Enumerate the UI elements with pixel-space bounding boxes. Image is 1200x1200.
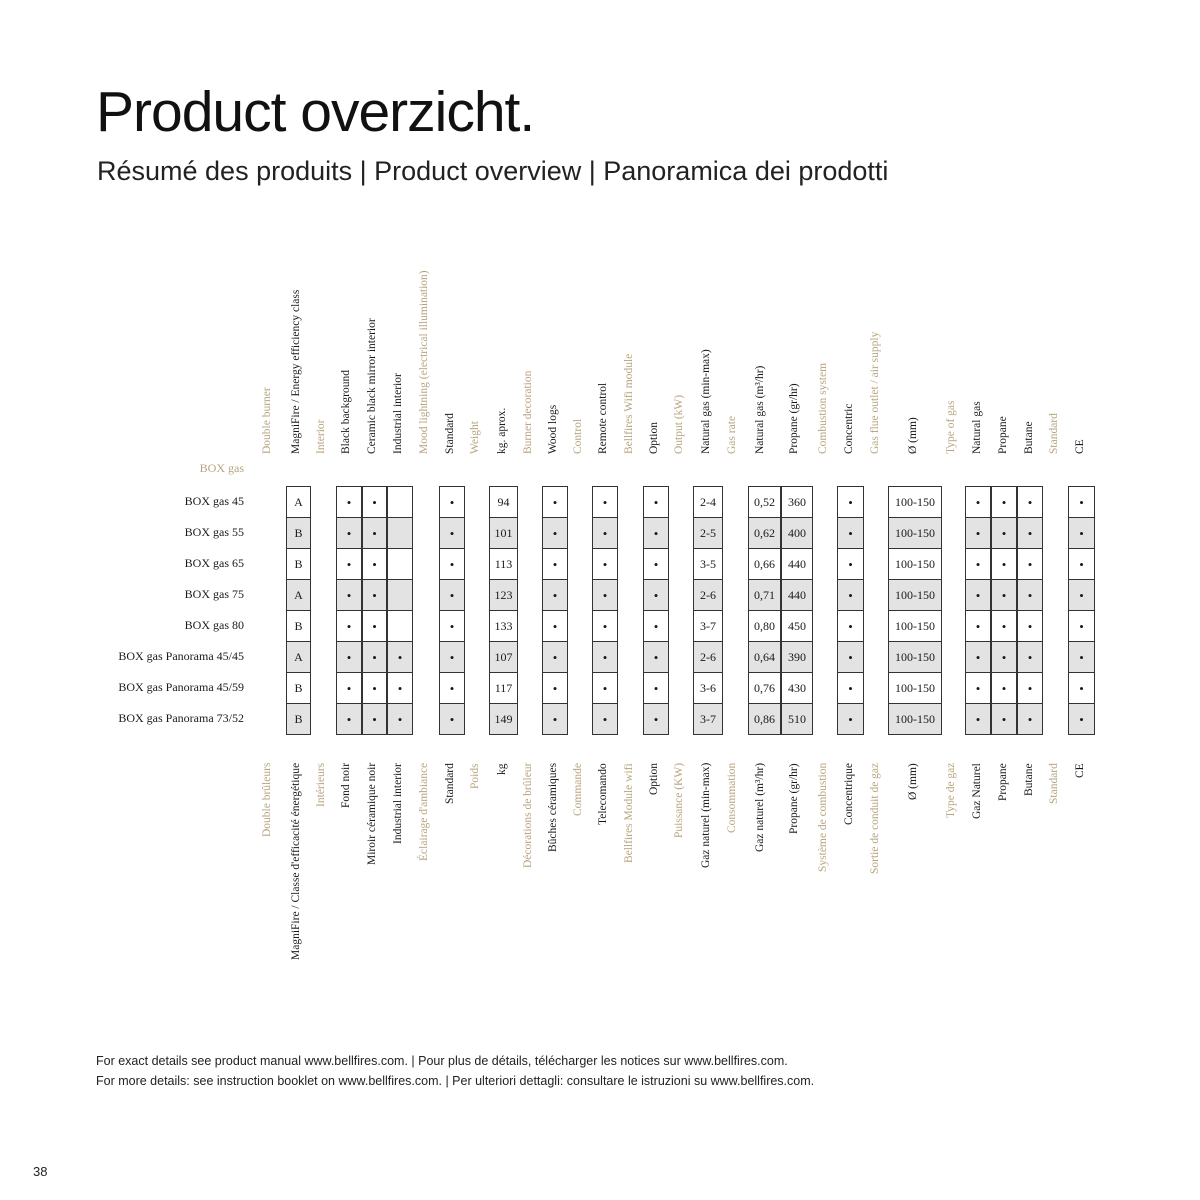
cell-remote: • [592,548,618,579]
top-header-label: Propane (gr/hr) [788,383,800,454]
cell-kg: 107 [489,641,518,672]
cell-flue: 100-150 [888,517,942,548]
cell-wifi: • [643,703,669,735]
cell-remote: • [592,703,618,735]
top-header-label: Remote control [597,382,609,454]
cell-ng-rate: 0,52 [748,486,781,517]
cell-remote: • [592,610,618,641]
row-label: BOX gas Panorama 73/52 [118,711,244,725]
cell-kw: 2-5 [693,517,723,548]
cell-ce: • [1068,579,1095,610]
cell-propane-rate: 430 [781,672,813,703]
top-header-label: Ø (mm) [907,417,919,454]
top-header-label: Bellfires Wifi module [623,353,635,454]
top-header-label: Option [648,422,660,454]
cell-ng-rate: 0,86 [748,703,781,735]
cell-concentric: • [837,672,864,703]
cell-class: A [286,486,311,517]
cell-ng: • [965,641,991,672]
cell-industrial [387,486,413,517]
bottom-header-label: Standard [1048,763,1060,804]
cell-propane: • [991,672,1017,703]
cell-propane-rate: 440 [781,579,813,610]
cell-ng-rate: 0,80 [748,610,781,641]
cell-industrial: • [387,703,413,735]
cell-flue: 100-150 [888,672,942,703]
cell-industrial [387,579,413,610]
cell-butane: • [1017,610,1043,641]
cell-wifi: • [643,579,669,610]
cell-industrial: • [387,641,413,672]
bottom-header-label: Propane [997,763,1009,801]
cell-logs: • [542,579,568,610]
cell-butane: • [1017,703,1043,735]
top-header-label: Weight [469,421,481,454]
cell-class: A [286,641,311,672]
bottom-header-label: kg [496,763,508,775]
cell-wifi: • [643,517,669,548]
cell-mood: • [439,641,465,672]
bottom-header-label: Fond noir [340,762,352,808]
cell-industrial [387,517,413,548]
cell-mirror: • [362,579,387,610]
page-subtitle: Résumé des produits | Product overview | Panoramica dei prodotti [97,156,889,186]
top-header-label: Mood lightning (electrical illumination) [418,270,430,454]
cell-class: B [286,703,311,735]
cell-black: • [336,486,362,517]
cell-kw: 2-4 [693,486,723,517]
cell-mood: • [439,579,465,610]
top-header-label: Burner decoration [522,370,534,454]
cell-kg: 149 [489,703,518,735]
top-header-label: Ceramic black mirror interior [366,318,378,454]
bottom-header-label: Gaz naturel (m³/hr) [754,762,766,852]
cell-logs: • [542,517,568,548]
top-header-label: Control [572,418,584,454]
cell-mirror: • [362,703,387,735]
cell-propane: • [991,517,1017,548]
bottom-header-label: Industrial interior [392,763,404,844]
cell-ng: • [965,548,991,579]
cell-ng: • [965,517,991,548]
bottom-header-label: Telecomando [597,763,609,825]
top-header-label: Output (kW) [673,394,685,454]
bottom-header-label: Standard [444,763,456,804]
footnote-2: For more details: see instruction booklet on www.bellfires.com. | Per ulteriori dettagli: consultare le istruzioni su www.bellfires.com. [96,1074,815,1088]
cell-kg: 94 [489,486,518,517]
cell-logs: • [542,610,568,641]
cell-mood: • [439,703,465,735]
cell-flue: 100-150 [888,486,942,517]
cell-propane-rate: 440 [781,548,813,579]
row-label: BOX gas 65 [184,556,244,570]
cell-butane: • [1017,517,1043,548]
cell-kg: 117 [489,672,518,703]
bottom-header-label: Commande [572,762,584,816]
cell-logs: • [542,672,568,703]
bottom-header-label: Type de gaz [945,762,957,818]
bottom-header-label: Double brûleurs [261,762,273,837]
cell-butane: • [1017,486,1043,517]
cell-propane-rate: 450 [781,610,813,641]
cell-mirror: • [362,610,387,641]
bottom-header-label: Gaz Naturel [971,763,983,819]
bottom-header-label: Option [648,763,660,795]
cell-wifi: • [643,486,669,517]
bottom-header-label: Bûches céramiques [547,762,559,852]
bottom-header-label: CE [1074,763,1086,778]
cell-industrial [387,548,413,579]
cell-concentric: • [837,486,864,517]
top-header-label: CE [1074,439,1086,454]
bottom-header-label: Décorations de brûleur [522,762,534,868]
cell-black: • [336,672,362,703]
cell-kw: 2-6 [693,579,723,610]
cell-mirror: • [362,486,387,517]
bottom-header-label: MagniFire / Classe d'efficacité énergétique [290,762,302,960]
cell-mirror: • [362,672,387,703]
cell-concentric: • [837,579,864,610]
cell-class: B [286,548,311,579]
cell-mood: • [439,672,465,703]
bottom-header-label: Propane (gr/hr) [788,763,800,834]
cell-ng: • [965,610,991,641]
cell-ng-rate: 0,76 [748,672,781,703]
bottom-header-label: Gaz naturel (min-max) [700,762,712,868]
top-header-label: Concentric [843,403,855,454]
cell-logs: • [542,703,568,735]
cell-ce: • [1068,548,1095,579]
top-header-label: Natural gas (min-max) [700,349,712,454]
cell-kg: 133 [489,610,518,641]
cell-black: • [336,579,362,610]
page-title: Product overzicht. [96,80,535,144]
cell-ce: • [1068,486,1095,517]
cell-concentric: • [837,548,864,579]
cell-propane: • [991,548,1017,579]
cell-ce: • [1068,610,1095,641]
cell-industrial [387,610,413,641]
cell-propane-rate: 360 [781,486,813,517]
cell-butane: • [1017,641,1043,672]
cell-flue: 100-150 [888,610,942,641]
cell-flue: 100-150 [888,548,942,579]
top-header-label: Standard [444,413,456,454]
cell-kg: 101 [489,517,518,548]
row-label: BOX gas 75 [184,587,244,601]
cell-ce: • [1068,517,1095,548]
cell-logs: • [542,486,568,517]
top-header-label: Gas flue outlet / air supply [869,331,881,454]
top-header-label: Natural gas [971,401,983,454]
cell-black: • [336,641,362,672]
cell-mirror: • [362,641,387,672]
cell-black: • [336,548,362,579]
cell-black: • [336,610,362,641]
cell-propane: • [991,610,1017,641]
cell-ng: • [965,703,991,735]
cell-propane-rate: 390 [781,641,813,672]
top-header-label: MagniFire / Energy efficiency class [290,289,302,454]
top-header-label: Propane [997,416,1009,454]
cell-kw: 2-6 [693,641,723,672]
cell-kg: 113 [489,548,518,579]
top-header-label: Standard [1048,413,1060,454]
bottom-header-label: Puissance (KW) [673,762,685,838]
cell-butane: • [1017,579,1043,610]
cell-kg: 123 [489,579,518,610]
bottom-header-label: Sortie de conduit de gaz [869,762,881,874]
bottom-header-label: Ø (mm) [907,763,919,800]
cell-kw: 3-7 [693,610,723,641]
cell-ng: • [965,579,991,610]
cell-ce: • [1068,641,1095,672]
cell-propane-rate: 510 [781,703,813,735]
cell-mirror: • [362,517,387,548]
cell-kw: 3-5 [693,548,723,579]
cell-black: • [336,703,362,735]
cell-kw: 3-7 [693,703,723,735]
bottom-header-label: Intérieurs [315,762,327,807]
cell-ng-rate: 0,66 [748,548,781,579]
cell-ce: • [1068,672,1095,703]
cell-propane: • [991,579,1017,610]
top-header-label: Combustion system [817,362,829,454]
cell-remote: • [592,672,618,703]
cell-propane: • [991,641,1017,672]
cell-flue: 100-150 [888,703,942,735]
footnote-1: For exact details see product manual www.bellfires.com. | Pour plus de détails, télécharger les notices sur www.bellfires.com. [96,1054,788,1068]
cell-propane-rate: 400 [781,517,813,548]
cell-mood: • [439,517,465,548]
cell-ce: • [1068,703,1095,735]
cell-class: B [286,517,311,548]
cell-butane: • [1017,672,1043,703]
cell-propane: • [991,486,1017,517]
top-header-label: Black background [340,370,352,454]
bottom-header-label: Poids [469,763,481,789]
cell-wifi: • [643,672,669,703]
cell-ng: • [965,486,991,517]
top-header-label: kg. aprox. [496,407,508,454]
row-label: BOX gas 45 [184,494,244,508]
cell-ng-rate: 0,64 [748,641,781,672]
cell-remote: • [592,486,618,517]
top-header-label: Type of gas [945,400,957,454]
cell-ng: • [965,672,991,703]
bottom-header-label: Bellfires Module wifi [623,763,635,863]
cell-concentric: • [837,610,864,641]
cell-logs: • [542,641,568,672]
cell-butane: • [1017,548,1043,579]
bottom-header-label: Consommation [726,762,738,833]
row-label: BOX gas Panorama 45/45 [118,649,244,663]
cell-kw: 3-6 [693,672,723,703]
cell-remote: • [592,579,618,610]
cell-remote: • [592,641,618,672]
page-number: 38 [33,1164,48,1179]
cell-flue: 100-150 [888,579,942,610]
cell-flue: 100-150 [888,641,942,672]
cell-ng-rate: 0,71 [748,579,781,610]
cell-class: B [286,610,311,641]
cell-mood: • [439,486,465,517]
cell-concentric: • [837,641,864,672]
cell-mood: • [439,548,465,579]
cell-wifi: • [643,641,669,672]
top-header-label: Natural gas (m³/hr) [754,365,766,454]
bottom-header-label: Miroir céramique noir [366,762,378,865]
bottom-header-label: Concentrique [843,763,855,825]
cell-class: A [286,579,311,610]
cell-propane: • [991,703,1017,735]
bottom-header-label: Éclairage d'ambiance [418,762,430,861]
bottom-header-label: Butane [1023,763,1035,796]
cell-industrial: • [387,672,413,703]
top-header-label: Gas rate [726,416,738,454]
row-label: BOX gas 55 [184,525,244,539]
top-header-label: Interior [315,419,327,454]
cell-wifi: • [643,610,669,641]
top-header-label: Butane [1023,421,1035,454]
cell-wifi: • [643,548,669,579]
row-label: BOX gas 80 [184,618,244,632]
cell-black: • [336,517,362,548]
top-header-label: Double burner [261,387,273,454]
top-header-label: Wood logs [547,404,559,454]
top-header-label: Industrial interior [392,373,404,454]
cell-concentric: • [837,703,864,735]
cell-mirror: • [362,548,387,579]
cell-concentric: • [837,517,864,548]
group-label: BOX gas [199,461,244,475]
cell-ng-rate: 0,62 [748,517,781,548]
row-label: BOX gas Panorama 45/59 [118,680,244,694]
cell-class: B [286,672,311,703]
cell-remote: • [592,517,618,548]
cell-mood: • [439,610,465,641]
cell-logs: • [542,548,568,579]
bottom-header-label: Système de combustion [817,762,829,872]
